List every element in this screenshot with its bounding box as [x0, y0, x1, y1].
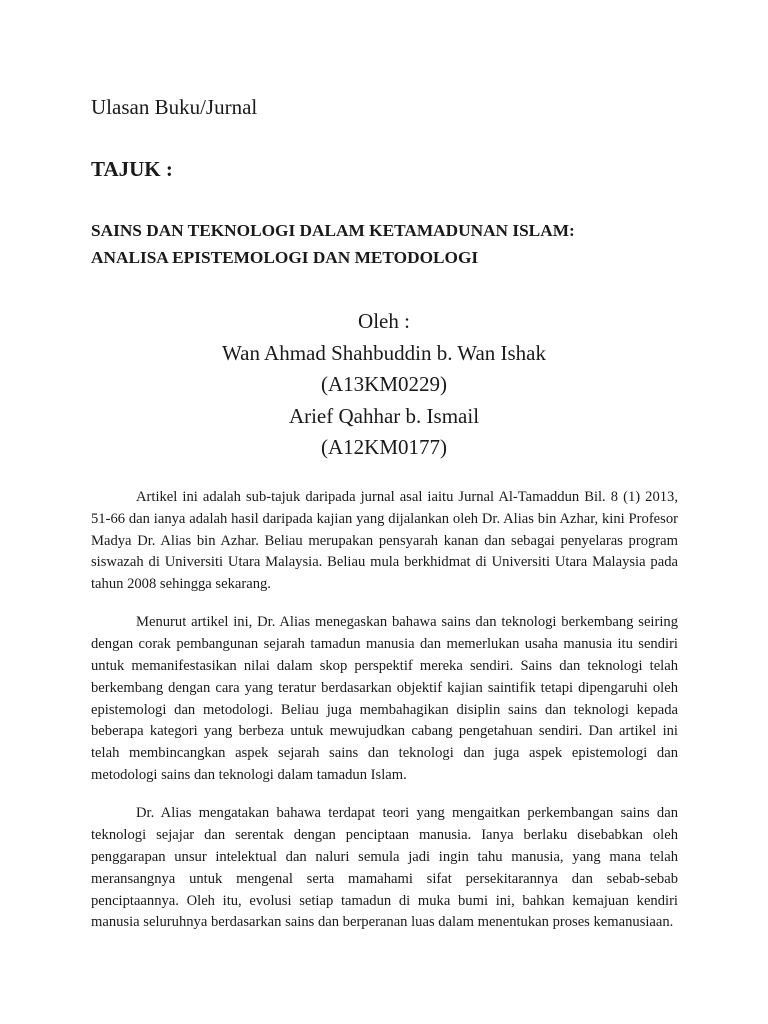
author-name-1: Wan Ahmad Shahbuddin b. Wan Ishak [221, 340, 547, 365]
tajuk-heading: TAJUK : [91, 157, 173, 181]
document-type-label: Ulasan Buku/Jurnal [91, 95, 258, 119]
oleh-label: Oleh : [358, 309, 410, 333]
author-matric-2: (A12KM0177) [321, 435, 447, 459]
author-name-2: Arief Qahhar b. Ismail [288, 403, 480, 428]
paragraph-3: Dr. Alias mengatakan bahawa terdapat teori yang mengaitkan perkembangan sains dan teknologi sejajar dan serentak dengan penciptaan manusia. Ianya berlaku disebabkan oleh penggarapan unsur intelektual dan naluri semula jadi ingin tahu manusia, yang mana telah meransangnya untuk mengenal serta mamahami sifat persekitarannya dan sebab-sebab penciptaannya. Oleh itu, evolusi setiap tamadun di muka bumi ini, bahkan kemajuan kendiri manusia seluruhnya berdasarkan sains dan berperanan luas dalam menentukan proses kemanusiaan. [91, 805, 678, 931]
author-matric-1: (A13KM0229) [321, 372, 447, 396]
title-line-2: ANALISA EPISTEMOLOGI DAN METODOLOGI [91, 248, 479, 267]
body-text [91, 487, 678, 934]
title-line-1: SAINS DAN TEKNOLOGI DALAM KETAMADUNAN ISLAM: [91, 221, 575, 240]
paragraph-1: Artikel ini adalah sub-tajuk daripada jurnal asal iaitu Jurnal Al-Tamaddun Bil. 8 (1) 2013, 51-66 dan ianya adalah hasil daripada kajian yang dijalankan oleh Dr. Alias bin Azhar, kini Profesor Madya Dr. Alias bin Azhar. Beliau merupakan pensyarah kanan dan sebagai penyelaras program siswazah di Universiti Utara Malaysia. Beliau mula berkhidmat di Universiti Utara Malaysia pada tahun 2008 sehingga sekarang. [91, 489, 678, 593]
author-byline [0, 306, 768, 464]
paragraph-2: Menurut artikel ini, Dr. Alias menegaskan bahawa sains dan teknologi berkembang seiring dengan corak pembangunan sejarah tamadun manusia dan memerlukan usaha manusia itu sendiri untuk memanifestasikan nilai dalam skop perspektif mereka sendiri. Sains dan teknologi telah berkembang dengan cara yang teratur berdasarkan objektif kajian saintifik tetapi dipengaruhi oleh epistemologi dan metodologi. Beliau juga membahagikan disiplin sains dan teknologi kepada beberapa kategori yang berbeza untuk mewujudkan cabang pengetahuan sendiri. Dan artikel ini telah membincangkan aspek sejarah sains dan teknologi dan juga aspek epistemologi dan metodologi sains dan teknologi dalam tamadun Islam. [91, 614, 678, 784]
document-title [91, 217, 691, 271]
